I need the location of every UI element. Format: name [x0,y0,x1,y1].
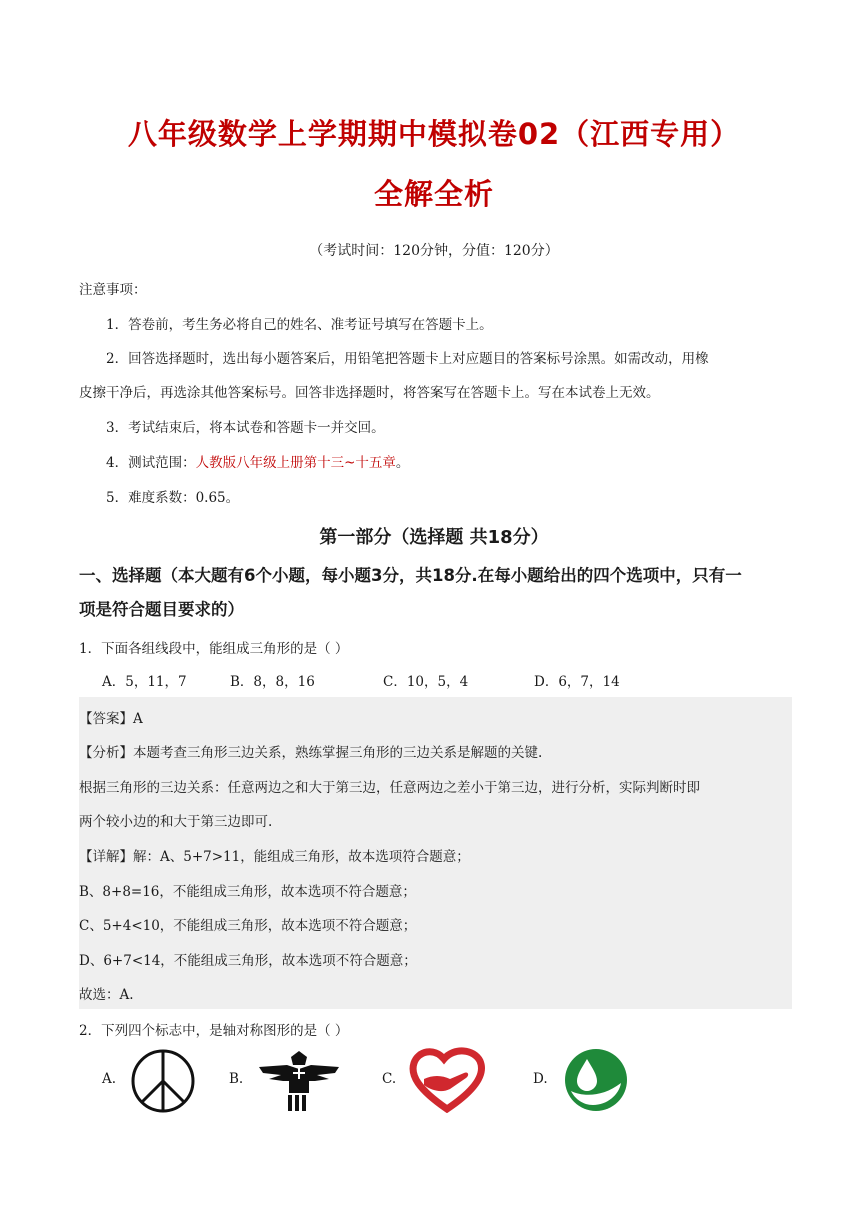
answer-box [79,697,792,1009]
question-2-stem: 2．下列四个标志中，是轴对称图形的是（ ） [79,1023,349,1039]
page-title: 八年级数学上学期期中模拟卷02（江西专用） [127,117,741,151]
analysis-line-1: 【分析】本题考查三角形三边关系，熟练掌握三角形的三边关系是解题的关键. [79,745,543,761]
notice-item-4-prefix: 4．测试范围： [106,455,196,471]
water-drop-circle-icon [563,1047,629,1117]
analysis-line-2: 根据三角形的三边关系：任意两边之和大于第三边，任意两边之差小于第三边，进行分析，实际判断时即 [79,780,700,796]
notice-item-4 [106,451,409,471]
notice-item-5: 5．难度系数：0.65。 [106,490,240,506]
question-1-option-b: B．8，8，16 [230,674,315,690]
notice-item-2a: 2．回答选择题时，选出每小题答案后，用铅笔把答题卡上对应题目的答案标号涂黑。如需改动，用橡 [106,351,709,367]
detail-line-d: D、6+7<14，不能组成三角形，故本选项不符合题意； [79,953,417,969]
choice-line: 故选：A. [79,987,134,1003]
heart-hand-icon [408,1045,486,1117]
group-title-line-1: 一、选择题（本大题有6个小题，每小题3分，共18分.在每小题给出的四个选项中，只有一 [79,566,742,585]
exam-info: （考试时间：120分钟，分值：120分） [309,243,559,259]
notice-item-4-suffix: 。 [395,455,410,471]
question-1-option-d: D．6，7，14 [534,674,620,690]
peace-sign-icon [130,1048,196,1118]
analysis-line-3: 两个较小边的和大于第三边即可. [79,814,273,830]
section-title: 第一部分（选择题 共18分） [319,527,549,548]
group-title-line-2: 项是符合题目要求的） [79,600,244,619]
question-1-option-c: C．10，5，4 [383,674,469,690]
detail-line-a: 【详解】解：A、5+7>11，能组成三角形，故本选项符合题意； [79,849,470,865]
answer-line: 【答案】A [79,711,143,727]
notice-item-1: 1．答卷前，考生务必将自己的姓名、准考证号填写在答题卡上。 [106,317,493,333]
notice-item-3: 3．考试结束后，将本试卷和答题卡一并交回。 [106,420,385,436]
detail-line-c: C、5+4<10，不能组成三角形，故本选项不符合题意； [79,918,417,934]
notice-heading: 注意事项： [79,282,147,298]
test-range: 人教版八年级上册第十三~十五章 [195,455,396,471]
notice-item-2b: 皮擦干净后，再选涂其他答案标号。回答非选择题时，将答案写在答题卡上。写在本试卷上无效。 [79,385,660,401]
question-1-option-a: A．5，11，7 [102,674,187,690]
question-2-label-c: C. [382,1071,397,1087]
question-2-label-a: A. [102,1071,117,1087]
detail-line-b: B、8+8=16，不能组成三角形，故本选项不符合题意； [79,884,416,900]
question-1-stem: 1．下面各组线段中，能组成三角形的是（ ） [79,641,349,657]
question-2-label-d: D. [533,1071,548,1087]
page-subtitle: 全解全析 [373,177,494,211]
eagle-emblem-icon [257,1047,341,1117]
question-2-label-b: B. [229,1071,244,1087]
